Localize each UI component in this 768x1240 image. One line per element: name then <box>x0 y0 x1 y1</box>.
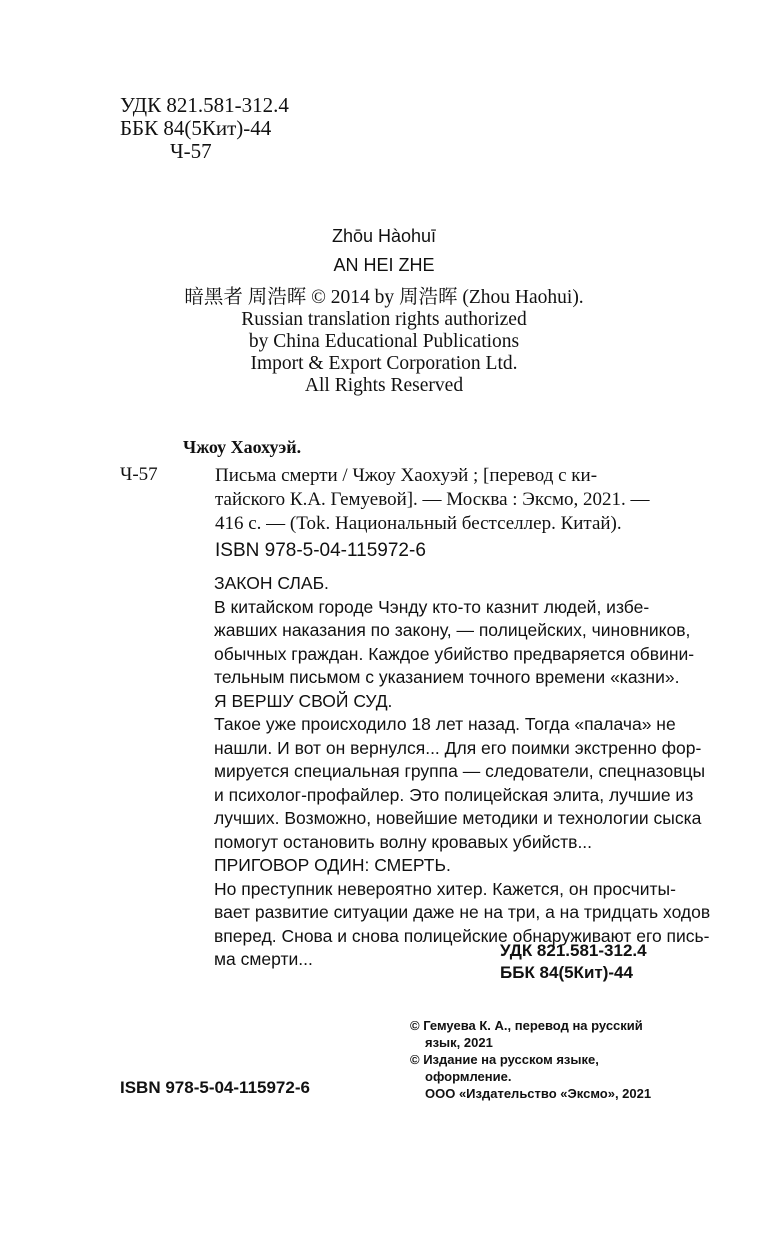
bottom-udk: УДК 821.581-312.4 <box>500 941 647 960</box>
rights-line: by China Educational Publications <box>248 331 520 352</box>
bibliography-line: Письма смерти / Чжоу Хаохуэй ; [перевод с ки- <box>215 465 598 486</box>
bibliography-author-mark: Ч-57 <box>120 464 158 485</box>
annotation-line: В китайском городе Чэнду кто-то казнит людей, избе- <box>214 596 650 617</box>
annotation-line: Но преступник невероятно хитер. Кажется, он просчиты- <box>214 878 676 899</box>
annotation <box>214 572 711 972</box>
annotation-heading: ПРИГОВОР ОДИН: СМЕРТЬ. <box>214 855 451 875</box>
copyright-line: язык, 2021 <box>425 1035 493 1050</box>
bibliography-isbn: ISBN 978-5-04-115972-6 <box>215 540 426 561</box>
copyright-line: ООО «Издательство «Эксмо», 2021 <box>425 1086 652 1101</box>
bibliography-description <box>215 464 685 536</box>
copyright-line: © Гемуева К. А., перевод на русский <box>410 1018 643 1033</box>
annotation-line: нашли. И вот он вернулся... Для его поимки экстренно фор- <box>214 737 702 758</box>
annotation-line: и психолог-профайлер. Это полицейская элита, лучшие из <box>214 784 694 805</box>
bbk-code: ББК 84(5Кит)-44 <box>120 116 272 140</box>
bibliography-author: Чжоу Хаохуэй. <box>183 437 302 457</box>
annotation-line: лучших. Возможно, новейшие методики и технологии сыска <box>214 808 702 828</box>
copyright-line: © Издание на русском языке, <box>410 1052 599 1067</box>
copyright-block <box>410 1017 651 1102</box>
rights-line: Import & Export Corporation Ltd. <box>250 353 518 374</box>
rights-line: All Rights Reserved <box>304 375 464 396</box>
author-mark: Ч-57 <box>170 139 212 163</box>
annotation-heading: Я ВЕРШУ СВОЙ СУД. <box>214 690 393 711</box>
bibliography-line: 416 с. — (Tok. Национальный бестселлер. Китай). <box>215 513 622 534</box>
annotation-line: мируется специальная группа — следователи, спецназовцы <box>214 761 706 781</box>
annotation-heading: ЗАКОН СЛАБ. <box>214 573 329 593</box>
annotation-line: обычных граждан. Каждое убийство предваряется обвини- <box>214 643 695 664</box>
annotation-line: тельным письмом с указанием точного времени «казни». <box>214 667 680 687</box>
annotation-line: вает развитие ситуации даже не на три, а на тридцать ходов <box>214 902 711 922</box>
original-title: AN HEI ZHE <box>333 255 435 275</box>
annotation-line: помогут остановить волну кровавых убийств... <box>214 831 593 852</box>
copyright-line: оформление. <box>425 1069 512 1084</box>
bottom-bbk: ББК 84(5Кит)-44 <box>500 963 633 982</box>
classification-codes <box>120 94 289 163</box>
annotation-line: Такое уже происходило 18 лет назад. Тогда «палача» не <box>214 714 676 734</box>
annotation-line: жавших наказания по закону, — полицейских, чиновников, <box>214 620 691 640</box>
annotation-line: вперед. Снова и снова полицейские обнаруживают его пись- <box>214 925 710 946</box>
rights-line: Russian translation rights authorized <box>241 309 527 330</box>
isbn-bottom: ISBN 978-5-04-115972-6 <box>120 1078 310 1097</box>
original-author: Zhōu Hàohuī <box>331 226 437 246</box>
bibliography-line: тайского К.А. Гемуевой]. — Москва : Эксмо, 2021. — <box>215 489 650 510</box>
bottom-codes <box>500 940 647 984</box>
annotation-line: ма смерти... <box>214 949 313 969</box>
rights-line: 暗黑者 周浩晖 © 2014 by 周浩晖 (Zhou Haohui). <box>184 287 584 308</box>
rights-block <box>0 287 768 397</box>
udk-code: УДК 821.581-312.4 <box>120 93 289 117</box>
